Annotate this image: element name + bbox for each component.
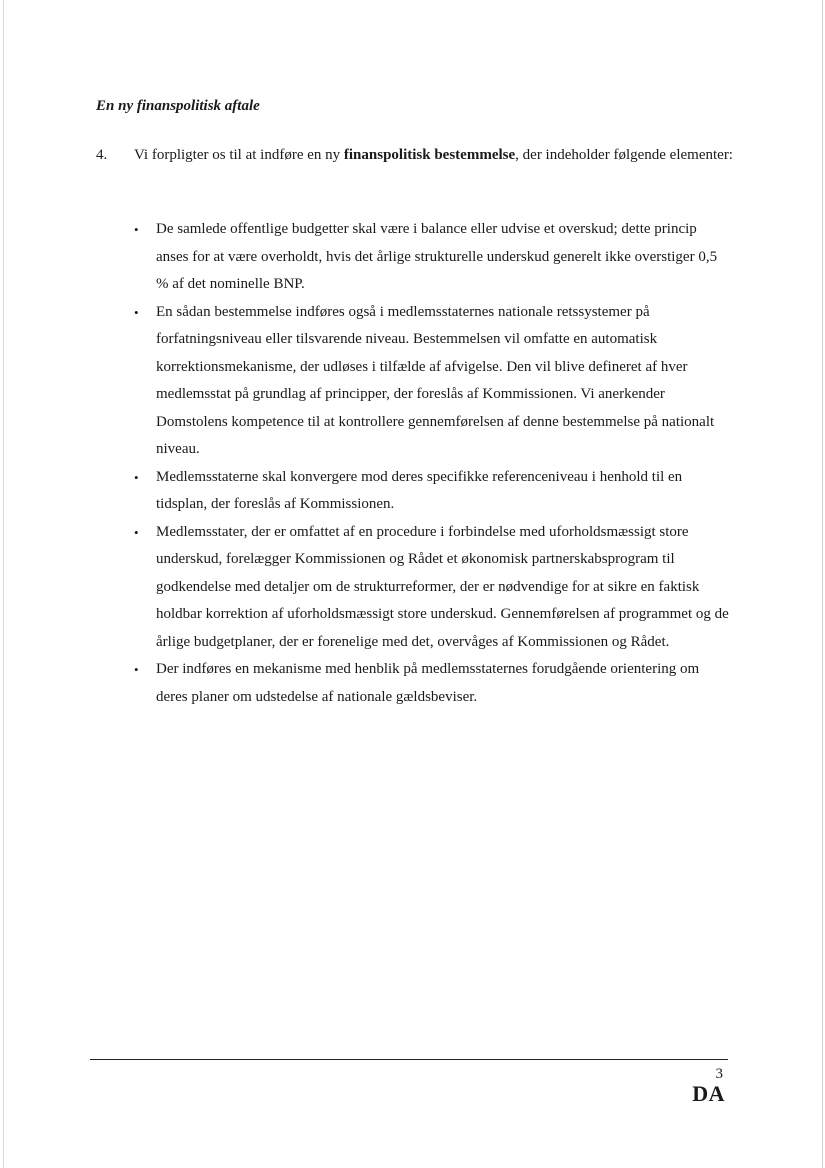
scan-edge-right (822, 0, 823, 1168)
bullet-text: Medlemsstaterne skal konvergere mod deres specifikke referenceniveau i henhold til en tidsplan, der foreslås af Kommissionen. (156, 468, 683, 512)
bullet-text: Der indføres en mekanisme med henblik på medlemsstaternes forudgående orientering om deres planer om udstedelse af nationale gældsbeviser. (156, 661, 700, 705)
language-code: DA (692, 1081, 725, 1106)
bullet-list (130, 216, 730, 711)
bullet-icon: • (134, 524, 139, 540)
bullet-icon: • (134, 662, 139, 677)
bullet-text: De samlede offentlige budgetter skal være i balance eller udvise et overskud; dette princip anses for at være overholdt, hvis det årlige strukturelle underskud generelt ikke overstiger 0,5 % af det nominelle BNP. (156, 221, 718, 292)
paragraph-text-lead: Vi forpligter os til at indføre en ny (134, 147, 344, 163)
bullet-icon: • (134, 469, 139, 485)
section-heading: En ny finanspolitisk aftale (96, 98, 260, 114)
bullet-item (130, 519, 730, 657)
paragraph-number: 4. (96, 147, 108, 163)
bullet-item (130, 464, 730, 519)
bullet-item (130, 216, 730, 299)
scan-edge-left (3, 0, 4, 1168)
bullet-text: Medlemsstater, der er omfattet af en procedure i forbindelse med uforholdsmæssigt store underskud, forelægger Kommissionen og Rådet et økonomisk partnerskabsprogram til godkendelse med detaljer om de strukturreformer, der er nødvendige for at sikre en faktisk holdbar korrektion af uforholdsmæssigt store underskud. Gennemførelsen af programmet og de årlige budgetplaner, der er forenelige med det, overvåges af Kommissionen og Rådet. (156, 523, 729, 650)
page-number: 3 (715, 1066, 723, 1082)
bullet-item (130, 299, 730, 464)
bullet-item (130, 656, 730, 711)
bullet-text: En sådan bestemmelse indføres også i medlemsstaternes nationale retssystemer på forfatningsniveau eller tilsvarende niveau. Bestemmelsen vil omfatte en automatisk korrektionsmekanisme, der udløses i tilfælde af afvigelse. Den vil blive defineret af hver medlemsstat på grundlag af principper, der foreslås af Kommissionen. Vi anerkender Domstolens kompetence til at kontrollere gennemførelsen af denne bestemmelse på nationalt niveau. (156, 303, 715, 457)
paragraph-text-bold: finanspolitisk bestemmelse (343, 147, 516, 163)
paragraph-text (134, 142, 734, 168)
footer-divider (90, 1059, 728, 1060)
bullet-icon: • (134, 222, 139, 237)
paragraph-text-tail: , der indeholder følgende elementer: (515, 147, 733, 163)
bullet-icon: • (134, 304, 139, 320)
